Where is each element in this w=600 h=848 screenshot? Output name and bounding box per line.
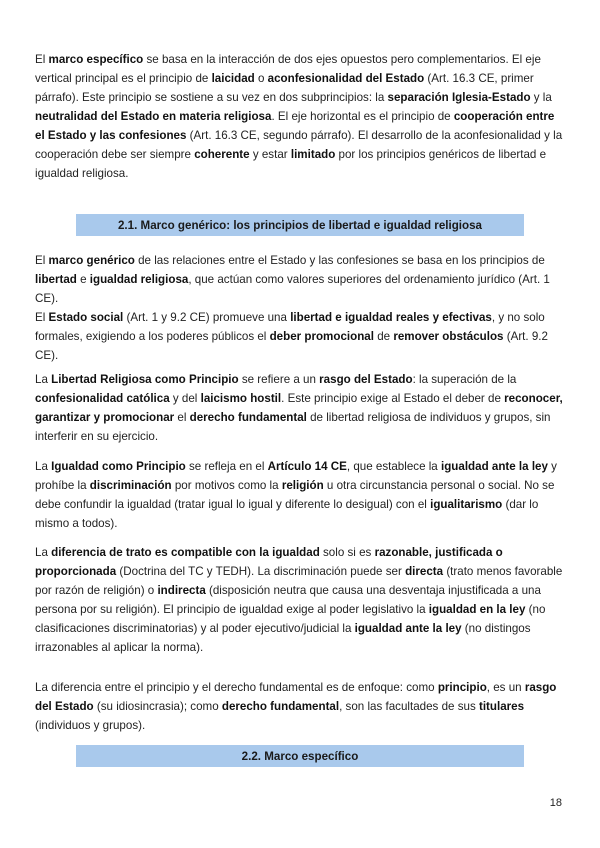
text-run: (Doctrina del TC y TEDH). La discriminación puede ser [116, 565, 406, 578]
text-run: solo si es [319, 546, 375, 559]
bold-term: marco genérico [48, 254, 135, 267]
text-run: (dar lo mismo a todos). [35, 498, 539, 530]
text-run: el [174, 411, 190, 424]
text-run: (no distingos irrazonables al aplicar la norma). [35, 622, 531, 654]
paragraph-marco-generico [35, 251, 565, 308]
bold-term: separación Iglesia-Estado [387, 91, 531, 104]
bold-term: neutralidad del Estado en materia religiosa [35, 110, 272, 123]
bold-term: libertad [35, 273, 77, 286]
bold-term: confesionalidad católica [35, 392, 170, 405]
bold-term: igualitarismo [430, 498, 503, 511]
bold-term: cooperación entre el Estado y las confesiones [35, 110, 555, 142]
bold-term: igualdad en la ley [428, 603, 526, 616]
bold-term: limitado [290, 148, 336, 161]
paragraph-diferencia-trato [35, 543, 565, 657]
text-run: o [254, 72, 268, 85]
text-run: por los principios genéricos de libertad e igualdad religiosa. [35, 148, 547, 180]
bold-term: reconocer, garantizar y promocionar [35, 392, 563, 424]
section-heading-2-1: 2.1. Marco genérico: los principios de libertad e igualdad religiosa [76, 214, 524, 236]
section-heading-2-2: 2.2. Marco específico [76, 745, 524, 767]
text-run: y del [169, 392, 201, 405]
text-run: y la [530, 91, 552, 104]
paragraph-marco-especifico-intro [35, 50, 565, 183]
bold-term: remover obstáculos [393, 330, 504, 343]
text-run: (su idiosincrasia); como [93, 700, 222, 713]
bold-term: Estado social [48, 311, 124, 324]
text-run: (Art. 16.3 CE, segundo párrafo). El desarrollo de la aconfesionalidad y la cooperación debe ser siempre [35, 129, 563, 161]
text-run: se refleja en el [185, 460, 268, 473]
bold-term: razonable, justificada o proporcionada [35, 546, 503, 578]
bold-term: diferencia de trato es compatible con la igualdad [51, 546, 320, 559]
text-run: (no clasificaciones discriminatorias) y al poder ejecutivo/judicial la [35, 603, 546, 635]
bold-term: Artículo 14 CE [267, 460, 347, 473]
text-run: de las relaciones entre el Estado y las confesiones se basa en los principios de [134, 254, 545, 267]
text-run: , y no solo formales, exigiendo a los poderes públicos el [35, 311, 545, 343]
text-run: . Este principio exige al Estado el deber de [281, 392, 505, 405]
bold-term: marco específico [48, 53, 144, 66]
text-run: (individuos y grupos). [35, 719, 146, 732]
text-run: (trato menos favorable por razón de religión) o [35, 565, 563, 597]
text-run: El [35, 254, 49, 267]
text-run: u otra circunstancia personal o social. No se debe confundir la igualdad (tratar igual lo igual y diferente lo desigual) con el [35, 479, 555, 511]
bold-term: religión [281, 479, 324, 492]
paragraph-estado-social [35, 308, 565, 365]
text-run: de libertad religiosa de individuos y grupos, sin interferir en su ejercicio. [35, 411, 551, 443]
text-run: El [35, 311, 49, 324]
bold-term: Libertad Religiosa como Principio [51, 373, 239, 386]
text-run: y prohíbe la [35, 460, 557, 492]
bold-term: igualdad ante la ley [440, 460, 548, 473]
text-run: se basa en la interacción de dos ejes opuestos pero complementarios. El eje vertical principal es el principio de [35, 53, 541, 85]
bold-term: rasgo del Estado [319, 373, 413, 386]
text-run: , es un [486, 681, 525, 694]
text-run: de [373, 330, 394, 343]
bold-term: rasgo del Estado [35, 681, 557, 713]
bold-term: indirecta [157, 584, 206, 597]
text-run: e [76, 273, 90, 286]
bold-term: titulares [478, 700, 525, 713]
text-run: La diferencia entre el principio y el derecho fundamental es de enfoque: como [35, 681, 438, 694]
text-run: (Art. 9.2 CE). [35, 330, 548, 362]
bold-term: igualdad religiosa [89, 273, 189, 286]
text-run: (Art. 16.3 CE, primer párrafo). Este principio se sostiene a su vez en dos subprincipios: la [35, 72, 534, 104]
text-run: (disposición neutra que causa una desventaja injustificada a una persona por su religión). El principio de igualdad exige al poder legislativo la [35, 584, 541, 616]
bold-term: Igualdad como Principio [51, 460, 186, 473]
bold-term: discriminación [89, 479, 172, 492]
bold-term: aconfesionalidad del Estado [267, 72, 425, 85]
paragraph-principio-vs-derecho [35, 678, 565, 735]
text-run: La [35, 373, 52, 386]
bold-term: derecho fundamental [221, 700, 340, 713]
bold-term: libertad e igualdad reales y efectivas [290, 311, 492, 324]
bold-term: directa [405, 565, 444, 578]
text-run: , que establece la [346, 460, 441, 473]
bold-term: derecho fundamental [189, 411, 307, 424]
text-run: . El eje horizontal es el principio de [271, 110, 454, 123]
text-run: por motivos como la [171, 479, 282, 492]
text-run: , son las facultades de sus [339, 700, 479, 713]
text-run: El [35, 53, 49, 66]
bold-term: principio [437, 681, 487, 694]
bold-term: laicismo hostil [200, 392, 282, 405]
text-run: : la superación de la [412, 373, 517, 386]
text-run: (Art. 1 y 9.2 CE) promueve una [123, 311, 291, 324]
text-run: La [35, 460, 52, 473]
page-number: 18 [549, 797, 562, 809]
bold-term: deber promocional [269, 330, 374, 343]
text-run: se refiere a un [238, 373, 320, 386]
text-run: La [35, 546, 52, 559]
bold-term: igualdad ante la ley [354, 622, 462, 635]
bold-term: laicidad [211, 72, 255, 85]
bold-term: coherente [194, 148, 250, 161]
paragraph-igualdad-principio [35, 457, 565, 533]
text-run: y estar [249, 148, 291, 161]
paragraph-libertad-religiosa [35, 370, 565, 446]
text-run: , que actúan como valores superiores del ordenamiento jurídico (Art. 1 CE). [35, 273, 550, 305]
